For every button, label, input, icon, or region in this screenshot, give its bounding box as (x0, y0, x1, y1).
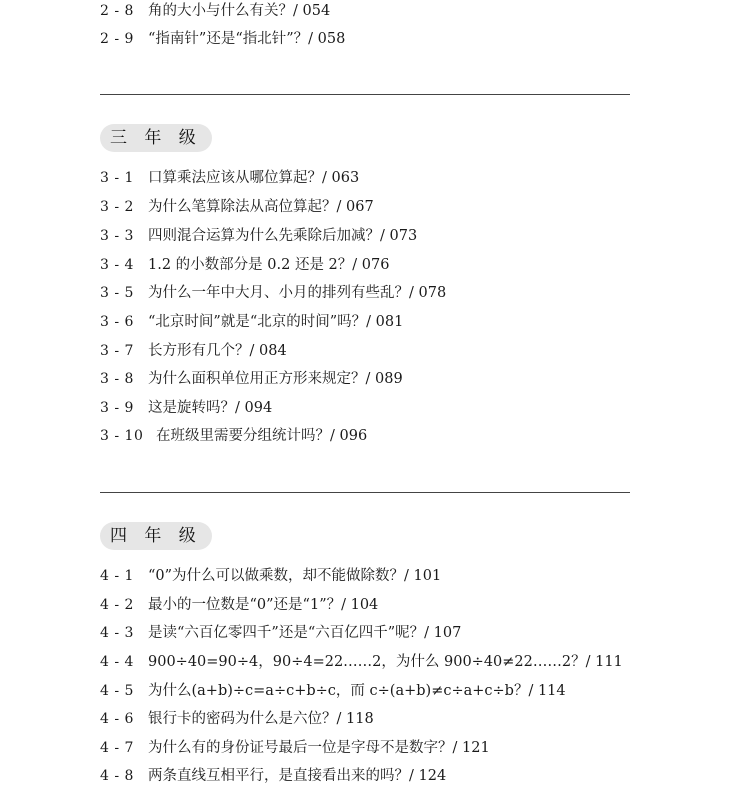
toc-entry (100, 254, 389, 276)
entry-title: 为什么一年中大月、小月的排列有些乱？/ 078 (148, 285, 447, 301)
entry-number: 4 - 8 (100, 768, 134, 784)
toc-entry (100, 196, 374, 218)
entry-title: 是读“六百亿零四千”还是“六百亿四千”呢？/ 107 (148, 625, 462, 641)
entry-title: 为什么(a+b)÷c=a÷c+b÷c，而 c÷(a+b)≠c÷a+c÷b？/ 114 (148, 683, 566, 699)
toc-entry (100, 0, 330, 22)
entry-number: 4 - 6 (100, 711, 134, 727)
toc-entry (100, 225, 417, 247)
entry-number: 3 - 2 (100, 199, 134, 215)
entry-number: 3 - 3 (100, 228, 134, 244)
entry-title: 为什么笔算除法从高位算起？/ 067 (148, 199, 374, 215)
entry-number: 3 - 7 (100, 343, 134, 359)
entry-number: 3 - 1 (100, 170, 134, 186)
grade-heading: 三 年 级 (100, 124, 212, 152)
entry-title: “北京时间”就是“北京的时间”吗？/ 081 (148, 314, 404, 330)
entry-number: 2 - 8 (100, 3, 134, 19)
toc-entry (100, 425, 367, 447)
entry-number: 3 - 10 (100, 428, 144, 444)
entry-number: 3 - 4 (100, 257, 134, 273)
entry-number: 4 - 4 (100, 654, 134, 670)
entry-number: 3 - 6 (100, 314, 134, 330)
toc-entry (100, 680, 566, 702)
entry-title: 两条直线互相平行，是直接看出来的吗？/ 124 (148, 768, 447, 784)
entry-number: 4 - 7 (100, 740, 134, 756)
toc-entry (100, 594, 378, 616)
entry-title: 这是旋转吗？/ 094 (148, 400, 273, 416)
entry-number: 4 - 3 (100, 625, 134, 641)
entry-number: 3 - 8 (100, 371, 134, 387)
entry-title: 最小的一位数是“0”还是“1”？/ 104 (148, 597, 379, 613)
entry-number: 4 - 2 (100, 597, 134, 613)
entry-number: 3 - 9 (100, 400, 134, 416)
entry-title: 长方形有几个？/ 084 (148, 343, 287, 359)
grade-heading: 四 年 级 (100, 522, 212, 550)
entry-title: 角的大小与什么有关？/ 054 (148, 3, 331, 19)
toc-entry (100, 397, 272, 419)
toc-entry (100, 28, 345, 50)
toc-entry (100, 765, 446, 787)
entry-title: 在班级里需要分组统计吗？/ 096 (156, 428, 368, 444)
entry-title: 为什么面积单位用正方形来规定？/ 089 (148, 371, 403, 387)
entry-title: “0”为什么可以做乘数，却不能做除数？/ 101 (148, 568, 442, 584)
entry-title: 四则混合运算为什么先乘除后加减？/ 073 (148, 228, 418, 244)
entry-title: 1.2 的小数部分是 0.2 还是 2？/ 076 (148, 257, 390, 273)
entry-title: 为什么有的身份证号最后一位是字母不是数字？/ 121 (148, 740, 490, 756)
entry-number: 3 - 5 (100, 285, 134, 301)
toc-entry (100, 368, 403, 390)
toc-entry (100, 708, 374, 730)
entry-title: “指南针”还是“指北针”？/ 058 (148, 31, 346, 47)
entry-title: 900÷40=90÷4，90÷4=22……2，为什么 900÷40≠22……2？/ 111 (148, 654, 623, 670)
section-divider (100, 492, 630, 493)
toc-entry (100, 737, 490, 759)
toc-entry (100, 167, 359, 189)
toc-entry (100, 651, 623, 673)
toc-entry (100, 340, 287, 362)
toc-entry (100, 565, 441, 587)
toc-entry (100, 282, 446, 304)
entry-number: 2 - 9 (100, 31, 134, 47)
toc-entry (100, 311, 403, 333)
entry-number: 4 - 1 (100, 568, 134, 584)
toc-entry (100, 622, 461, 644)
entry-title: 口算乘法应该从哪位算起？/ 063 (148, 170, 360, 186)
entry-title: 银行卡的密码为什么是六位？/ 118 (148, 711, 374, 727)
entry-number: 4 - 5 (100, 683, 134, 699)
section-divider (100, 94, 630, 95)
